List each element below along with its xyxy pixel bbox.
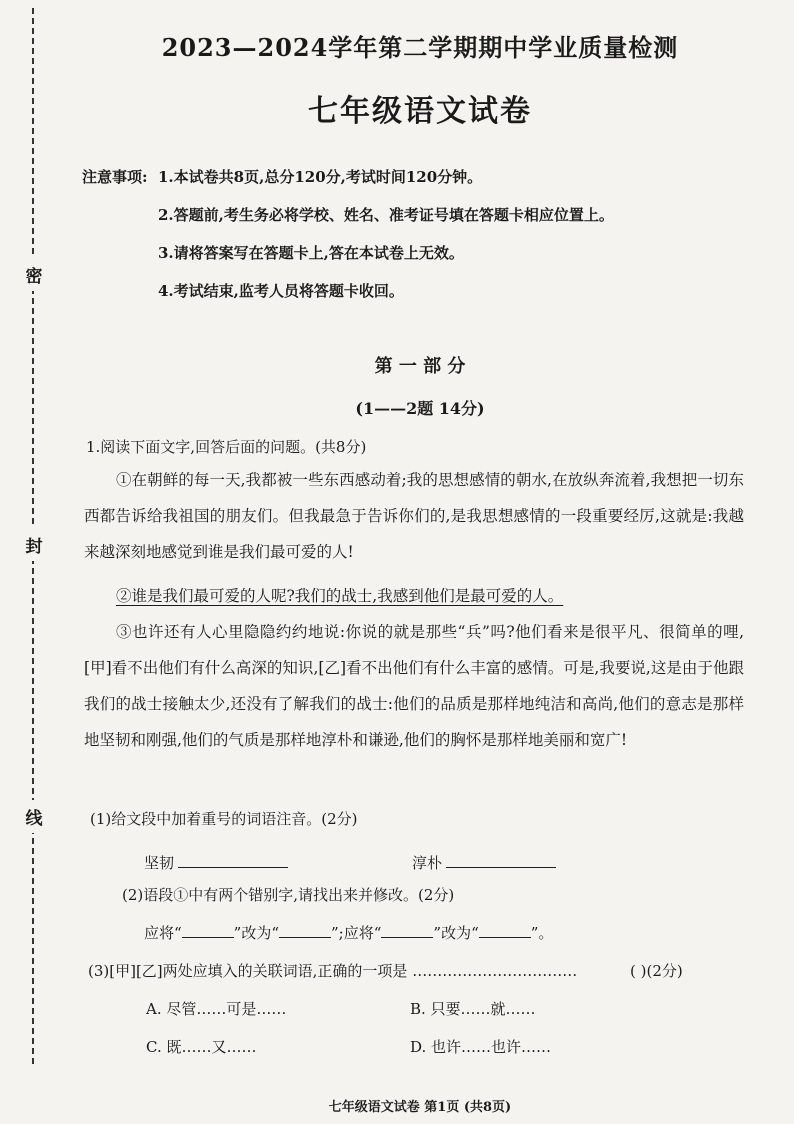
pinyin-item-2 — [412, 852, 556, 873]
typo-fill-line — [144, 922, 553, 943]
sub-question-3: (3)[甲][乙]两处应填入的关联词语,正确的一项是 …………………………… — [88, 962, 578, 980]
sub-question-1: (1)给文段中加着重号的词语注音。(2分) — [90, 810, 358, 828]
sub-question-2: (2)语段①中有两个错别字,请找出来并修改。(2分) — [122, 886, 455, 904]
fill-text-e: ”。 — [530, 924, 554, 942]
part-range: (1——2题 14分) — [355, 399, 485, 418]
typo-blank-3[interactable] — [381, 937, 433, 938]
paragraph-1: ①在朝鲜的每一天,我都被一些东西感动着;我的思想感情的朝水,在放纵奔流着,我想把一切东西都告诉给我祖国的朋友们。但我最急于告诉你们的,是我思想感情的一段重要经厉,这就是:我越来越深刻地感觉到谁是我们最可爱的人! — [84, 471, 744, 561]
sub-question-3-score[interactable]: ( )(2分) — [630, 962, 683, 980]
fill-text-c: ”;应将“ — [331, 924, 382, 942]
fill-text-a: 应将“ — [144, 924, 182, 942]
option-c[interactable]: C. 既……又…… — [146, 1038, 257, 1056]
word-1: 坚韧 — [144, 854, 175, 872]
answer-blank-1[interactable] — [178, 867, 288, 868]
word-2: 淳朴 — [412, 854, 443, 872]
binding-margin — [0, 0, 60, 1124]
fill-text-d: ”改为“ — [433, 924, 479, 942]
paragraph-2: ②谁是我们最可爱的人呢?我们的战士,我感到他们是最可爱的人。 — [116, 587, 564, 605]
option-a[interactable]: A. 尽管……可是…… — [146, 1000, 287, 1018]
typo-blank-1[interactable] — [182, 937, 234, 938]
exam-page — [60, 0, 794, 1124]
option-b[interactable]: B. 只要……就…… — [410, 1000, 536, 1018]
seal-mi: 密 — [24, 258, 44, 291]
pinyin-item-1 — [144, 852, 288, 873]
part-title: 第 一 部 分 — [374, 356, 466, 377]
question-1-prompt: 1.阅读下面文字,回答后面的问题。(共8分) — [86, 438, 367, 456]
answer-blank-2[interactable] — [446, 867, 556, 868]
notes-item-3: 3.请将答案写在答题卡上,答在本试卷上无效。 — [158, 244, 464, 262]
typo-blank-2[interactable] — [279, 937, 331, 938]
notes-heading: 注意事项: — [82, 168, 148, 186]
notes-item-4: 4.考试结束,监考人员将答题卡收回。 — [158, 282, 404, 300]
notes-item-1: 1.本试卷共8页,总分120分,考试时间120分钟。 — [158, 168, 483, 186]
seal-xian: 线 — [24, 800, 44, 833]
fill-text-b: ”改为“ — [233, 924, 280, 942]
seal-feng: 封 — [24, 528, 44, 561]
typo-blank-4[interactable] — [479, 937, 531, 938]
notes-item-2: 2.答题前,考生务必将学校、姓名、准考证号填在答题卡相应位置上。 — [158, 206, 614, 224]
notes-section — [82, 166, 742, 318]
option-d[interactable]: D. 也许……也许…… — [410, 1038, 552, 1056]
exam-title: 2023—2024学年第二学期期中学业质量检测 — [161, 33, 679, 62]
page-footer: 七年级语文试卷 第1页 (共8页) — [328, 1100, 512, 1115]
exam-subtitle: 七年级语文试卷 — [308, 94, 532, 129]
paragraph-3: ③也许还有人心里隐隐约约地说:你说的就是那些“兵”吗?他们看来是很平凡、很简单的哩,[甲]看不出他们有什么高深的知识,[乙]看不出他们有什么丰富的感情。可是,我要说,这是由于他跟我们的战士接触太少,还没有了解我们的战士:他们的品质是那样地纯洁和高尚,他们的意志是那样地坚韧和刚强,他们的气质是那样地淳朴和谦逊,他们的胸怀是那样地美丽和宽广! — [84, 623, 744, 749]
